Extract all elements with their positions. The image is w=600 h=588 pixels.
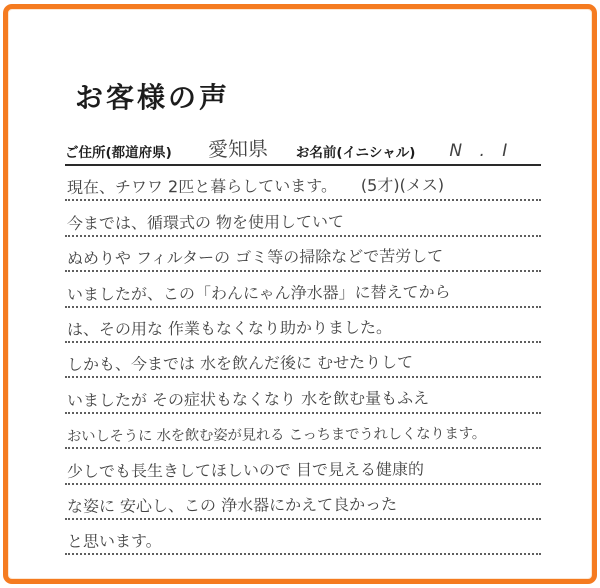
message-line-text: な姿に 安心し、この 浄水器にかえて良かった	[66, 494, 398, 516]
message-line-text: は、その用な 作業もなくなり助かりました。	[66, 317, 393, 339]
message-line-text: いましたが その症状もなくなり 水を飲む量もふえ	[66, 388, 430, 410]
message-line	[65, 449, 541, 484]
message-line-text: 現在、チワワ 2匹と暮らしています。 (5才)(メス)	[66, 175, 445, 198]
message-line-text: しかも、今までは 水を飲んだ後に むせたりして	[66, 352, 414, 375]
page-title: お客様の声	[75, 81, 231, 114]
form-content	[65, 0, 541, 588]
address-value-handwritten: 愛知県	[207, 136, 269, 162]
message-line	[65, 343, 541, 378]
message-line	[65, 414, 541, 449]
message-line	[65, 308, 541, 343]
message-line	[65, 201, 541, 236]
message-line	[65, 378, 541, 413]
address-label: ご住所(都道府県)	[65, 145, 172, 161]
message-line	[65, 272, 541, 307]
message-line-text: おいしそうに 水を飲む姿が見れる こっちまでうれしくなります。	[66, 425, 486, 445]
message-line-text: ぬめりや フィルターの ゴミ等の掃除などで苦労して	[66, 246, 444, 269]
handwritten-message	[65, 166, 541, 588]
message-line	[65, 520, 541, 555]
form-header-row	[65, 128, 541, 166]
message-line-empty	[65, 555, 541, 588]
message-line-text: と思います。	[66, 531, 162, 552]
message-line	[65, 166, 541, 201]
message-line	[65, 485, 541, 520]
name-label: お名前(イニシャル)	[295, 145, 416, 161]
name-value-handwritten: N . I	[449, 141, 514, 161]
message-line	[65, 237, 541, 272]
message-line-text: 少しでも長生きしてほしいので 目で見える健康的	[66, 459, 425, 481]
message-line-text: 今までは、循環式の 物を使用していて	[66, 211, 345, 233]
message-line-text: いましたが、この「わんにゃん浄水器」に替えてから	[66, 281, 451, 304]
